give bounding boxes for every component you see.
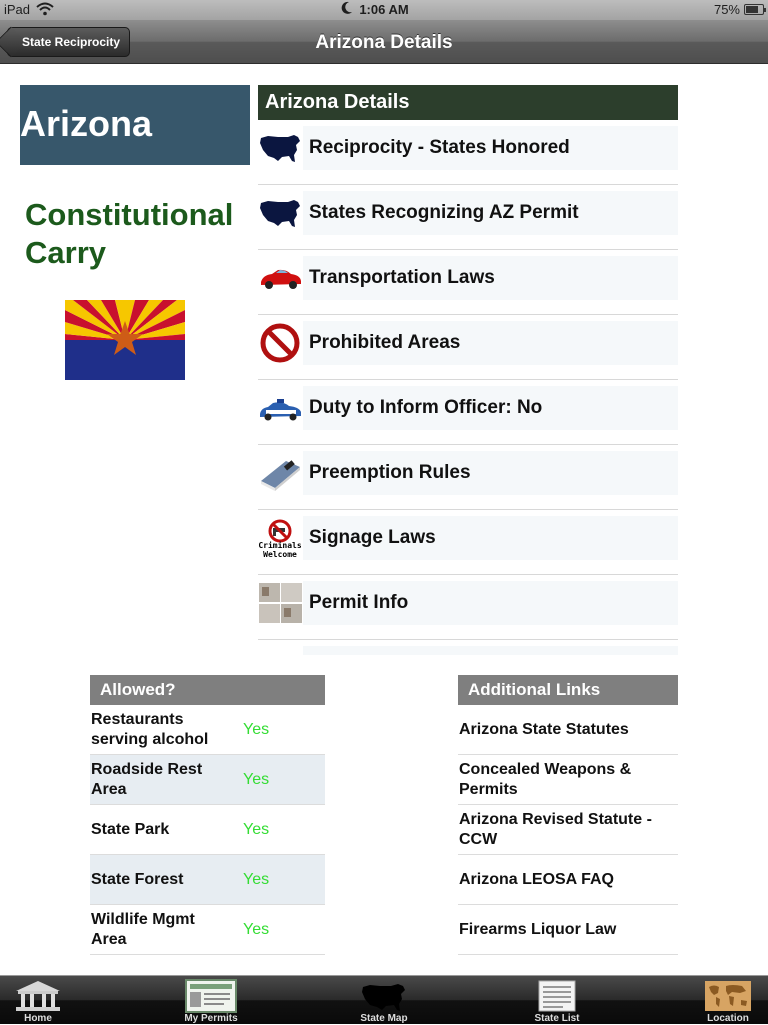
- prohibited-sign-icon: [258, 323, 303, 363]
- tab-home[interactable]: [0, 976, 88, 1025]
- tab-label: Home: [24, 1013, 52, 1024]
- back-button-label: State Reciprocity: [22, 35, 121, 49]
- detail-label: Transportation Laws: [309, 267, 495, 288]
- navigation-bar: [0, 20, 768, 64]
- allowed-place: Roadside Rest Area: [91, 760, 203, 798]
- us-map-icon: [258, 193, 303, 233]
- allowed-row: [90, 805, 325, 855]
- tab-location[interactable]: [678, 976, 768, 1025]
- tab-label: State Map: [360, 1013, 408, 1024]
- battery-percent: 75%: [713, 2, 740, 17]
- link-label: Arizona Revised Statute - CCW: [459, 810, 652, 848]
- detail-label: States Recognizing AZ Permit: [309, 202, 579, 223]
- detail-row[interactable]: [258, 380, 678, 445]
- detail-row[interactable]: [258, 185, 678, 250]
- list-icon: [531, 979, 583, 1013]
- allowed-value: Yes: [243, 920, 270, 938]
- detail-row[interactable]: [258, 120, 678, 185]
- tab-bar: [0, 975, 768, 1024]
- allowed-row: [90, 755, 325, 805]
- permit-cards-icon: [258, 583, 303, 623]
- link-label: Concealed Weapons & Permits: [459, 760, 632, 798]
- link-label: Arizona LEOSA FAQ: [459, 870, 614, 888]
- status-bar: [0, 0, 768, 20]
- allowed-row: [90, 905, 325, 955]
- clock: 1:06 AM: [359, 2, 409, 17]
- courthouse-icon: [12, 979, 64, 1013]
- detail-label: Duty to Inform Officer: No: [309, 397, 543, 418]
- link-row[interactable]: [458, 755, 678, 805]
- link-label: Arizona State Statutes: [459, 720, 629, 738]
- badge-icon: [258, 648, 303, 655]
- row-background: [303, 646, 678, 655]
- detail-row[interactable]: [258, 445, 678, 510]
- tab-my-permits[interactable]: [161, 976, 261, 1025]
- link-row[interactable]: [458, 905, 678, 955]
- tab-label: Location: [707, 1013, 749, 1024]
- links-header: Additional Links: [458, 675, 678, 705]
- allowed-header: Allowed?: [90, 675, 325, 705]
- detail-label: Prohibited Areas: [309, 332, 461, 353]
- detail-row[interactable]: [258, 315, 678, 380]
- allowed-place: State Forest: [91, 870, 184, 888]
- signage-icon-text: Welcome: [263, 550, 297, 559]
- additional-links: [458, 675, 678, 955]
- detail-label: Permit Info: [309, 592, 409, 613]
- state-name: Arizona: [20, 85, 250, 165]
- tab-label: State List: [534, 1013, 580, 1024]
- allowed-value: Yes: [243, 720, 270, 738]
- signage-icon-text: Criminals: [258, 541, 302, 550]
- detail-row[interactable]: [258, 575, 678, 640]
- allowed-row: [90, 855, 325, 905]
- detail-label: Preemption Rules: [309, 462, 471, 483]
- detail-label: Reciprocity - States Honored: [309, 137, 570, 158]
- red-car-icon: [258, 258, 303, 298]
- arizona-flag-icon: [65, 300, 185, 380]
- police-car-icon: [258, 388, 303, 428]
- tab-state-map[interactable]: [334, 976, 434, 1025]
- link-row[interactable]: [458, 805, 678, 855]
- carry-status: Constitutional Carry: [25, 197, 234, 270]
- detail-label: Signage Laws: [309, 527, 436, 548]
- device-name: iPad: [4, 2, 31, 17]
- us-map-icon: [258, 128, 303, 168]
- law-book-icon: [258, 453, 303, 493]
- tab-label: My Permits: [184, 1013, 238, 1024]
- link-row[interactable]: [458, 705, 678, 755]
- details-list[interactable]: [258, 120, 678, 655]
- link-row[interactable]: [458, 855, 678, 905]
- detail-row[interactable]: [258, 640, 678, 655]
- detail-row[interactable]: [258, 510, 678, 575]
- allowed-place: State Park: [91, 820, 170, 838]
- details-header: Arizona Details: [258, 85, 678, 120]
- world-map-icon: [702, 979, 754, 1013]
- allowed-place: Wildlife Mgmt Area: [91, 910, 195, 948]
- allowed-row: [90, 705, 325, 755]
- allowed-table: [90, 675, 325, 955]
- allowed-value: Yes: [243, 770, 270, 788]
- tab-state-list[interactable]: [507, 976, 607, 1025]
- detail-row[interactable]: [258, 250, 678, 315]
- us-map-icon: [358, 979, 410, 1013]
- link-label: Firearms Liquor Law: [459, 920, 617, 938]
- permit-card-icon: [185, 979, 237, 1013]
- allowed-value: Yes: [243, 820, 270, 838]
- allowed-value: Yes: [243, 870, 270, 888]
- battery-icon: [744, 4, 764, 15]
- page-title: Arizona Details: [315, 32, 453, 53]
- allowed-place: Restaurants serving alcohol: [91, 710, 209, 748]
